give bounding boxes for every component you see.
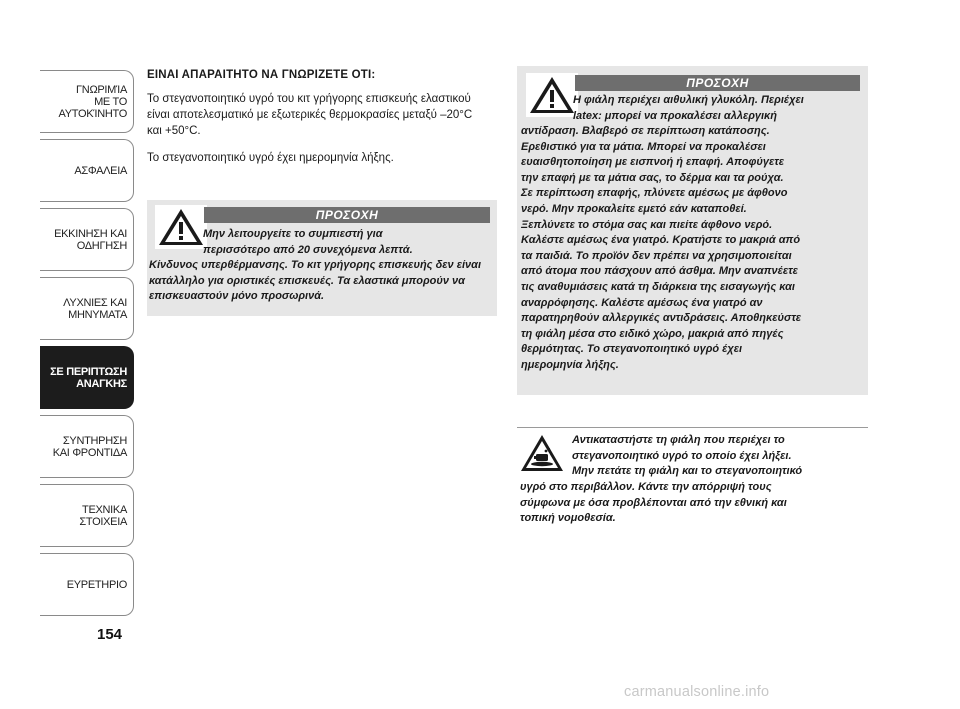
tab-starting-driving[interactable]: ΕΚΚΙΝΗΣΗ ΚΑΙ ΟΔΗΓΗΣΗ	[40, 208, 134, 271]
tab-safety[interactable]: ΑΣΦΑΛΕΙΑ	[40, 139, 134, 202]
watermark: carmanualsonline.info	[624, 684, 770, 700]
body-paragraph: Το στεγανοποιητικό υγρό έχει ημερομηνία λήξης.	[147, 152, 394, 164]
tab-technical-data[interactable]: ΤΕΧΝΙΚΑ ΣΤΟΙΧΕΙΑ	[40, 484, 134, 547]
warning-title: ΠΡΟΣΟΧΗ	[575, 75, 860, 91]
tab-warning-lights[interactable]: ΛΥΧΝΙΕΣ ΚΑΙ ΜΗΝΥΜΑΤΑ	[40, 277, 134, 340]
tab-index[interactable]: ΕΥΡΕΤΗΡΙΟ	[40, 553, 134, 616]
section-heading: ΕΙΝΑΙ ΑΠΑΡΑΙΤΗΤΟ ΝΑ ΓΝΩΡΙΖΕΤΕ ΟΤΙ:	[147, 69, 376, 81]
divider	[517, 427, 868, 428]
tab-maintenance[interactable]: ΣΥΝΤΗΡΗΣΗ ΚΑΙ ΦΡΟΝΤΙΔΑ	[40, 415, 134, 478]
warning-text-b: αντίδραση. Βλαβερό σε περίπτωση κατάποσης. Ερεθιστικό για τα μάτια. Μπορεί να προκαλέσει ευαισθητοποίηση με εισπνοή ή επαφή. Αποφύγετε την επαφή με τα μάτια σας, το δέρμα και τα ρούχα. Σε περίπτωση επαφής, πλύνετε αμέσως με άφθονο νερό. Μην προκαλείτε εμετό εάν καταποθεί. Ξεπλύνετε το στόμα σας και πιείτε άφθονο νερό. Καλέστε αμέσως ένα γιατρό. Κρατήστε το μακριά από τα παιδιά. Το προϊόν δεν πρέπει να χρησιμοποιείται από άτομα που πάσχουν από άσθμα. Μην αναπνέετε τις αναθυμιάσεις κατά τη διάρκεια της εισαγωγής και αναρρόφησης. Καλέστε αμέσως ένα γιατρό αν παρατηρηθούν αλλεργικές αντιδράσεις. Αποθηκεύστε τη φιάλη μέσα στο ειδικό χώρο, μακριά από πηγές θερμότητας. Το στεγανοποιητικό υγρό έχει ημερομηνία λήξης.	[521, 125, 802, 371]
warning-text-b: Κίνδυνος υπερθέρμανσης. Το κιτ γρήγορης επισκευής δεν είναι κατάλληλο για οριστικές επισκευές. Τα ελαστικά μπορούν να επισκευαστούν μόνο προσωρινά.	[149, 259, 482, 303]
tab-getting-to-know[interactable]: ΓΝΩΡΙΜΊΑ ΜΕ ΤΟ ΑΥΤΟΚΊΝΗΤΟ	[40, 70, 134, 133]
warning-title: ΠΡΟΣΟΧΗ	[204, 207, 490, 223]
page-number: 154	[97, 626, 123, 643]
warning-triangle-icon	[155, 205, 207, 249]
warning-triangle-icon	[526, 73, 578, 117]
environment-warning-icon	[519, 433, 565, 473]
environment-text-a: Αντικαταστήστε τη φιάλη που περιέχει το στεγανοποιητικό υγρό το οποίο έχει λήξει. Μην πετάτε τη φιάλη και το στεγανοποιητικό	[572, 434, 803, 478]
warning-text-a: Μην λειτουργείτε το συμπιεστή για περισσότερο από 20 συνεχόμενα λεπτά.	[203, 228, 413, 256]
environment-text-b: υγρό στο περιβάλλον. Κάντε την απόρριψή τους σύμφωνα με όσα προβλέπονται από την εθνική και τοπική νομοθεσία.	[520, 481, 787, 525]
body-paragraph: Το στεγανοποιητικό υγρό του κιτ γρήγορης επισκευής ελαστικού είναι αποτελεσματικό με εξωτερικές θερμοκρασίες μεταξύ –20°C και +50°C.	[147, 93, 473, 137]
warning-text-a: Η φιάλη περιέχει αιθυλική γλυκόλη. Περιέχει latex: μπορεί να προκαλέσει αλλεργική	[573, 94, 804, 122]
chapter-tabs	[40, 70, 134, 616]
tab-emergency[interactable]: ΣΕ ΠΕΡΙΠΤΩΣΗ ΑΝΑΓΚΗΣ	[40, 346, 134, 409]
